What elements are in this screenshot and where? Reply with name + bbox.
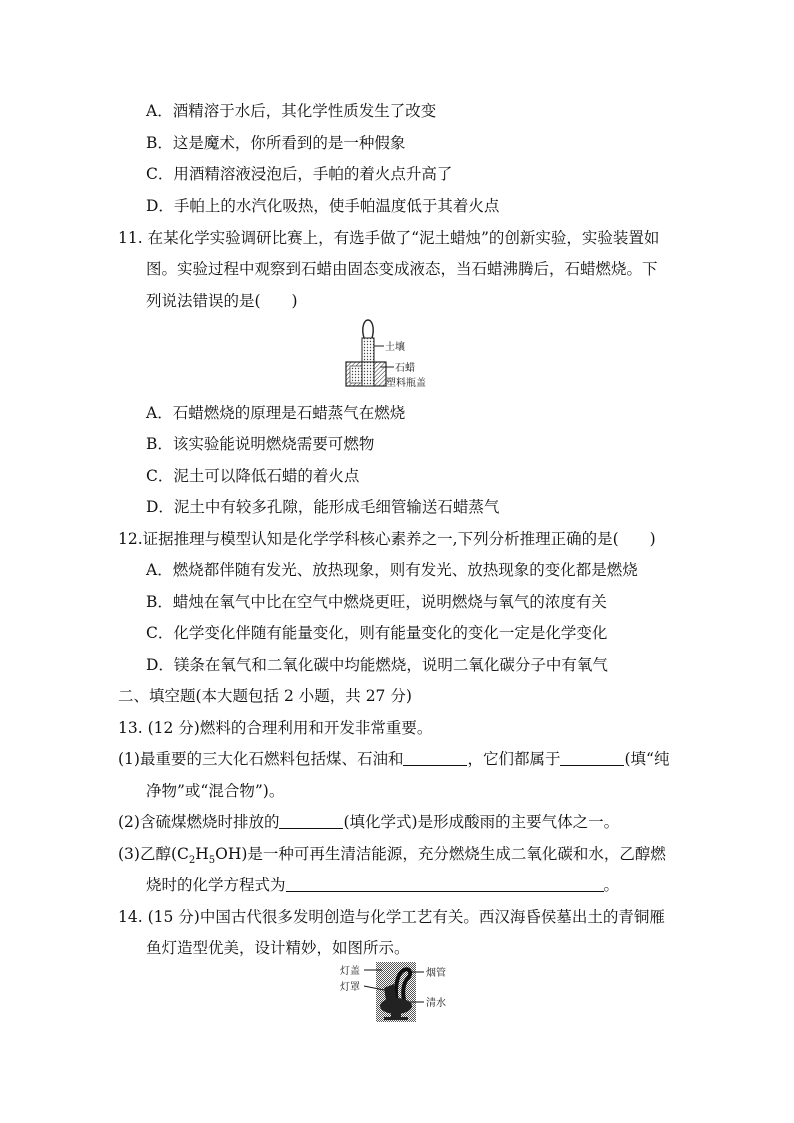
q13-p1-text-b: ，它们都属于 [467,750,561,768]
q13-part-1-cont: 净物”或“混合物”)。 [146,782,285,800]
q13-p3-text-b: OH)是一种可再生清洁能源，充分燃烧生成二氧化碳和水，乙醇燃 [215,845,666,863]
q13-part-3-cont [146,874,619,896]
answer-blank-2[interactable] [560,749,624,766]
q13-p3-text-a: (3)乙醇(C [118,845,189,863]
label-smoke-pipe: 烟管 [426,968,446,979]
label-bottle-cap: 塑料瓶盖 [386,378,426,389]
label-lamp-shade: 灯罩 [340,982,360,993]
answer-blank-3[interactable] [279,812,343,829]
q11-option-b: B．该实验能说明燃烧需要可燃物 [146,435,375,453]
q13-part-2 [118,811,619,833]
q13-part-3 [118,843,666,872]
q14-stem-line-1: 14. (15 分)中国古代很多发明创造与化学工艺有关。西汉海昏侯墓出土的青铜雁 [118,908,665,926]
label-soil: 土壤 [385,342,405,353]
q11-stem-line-2: 图。实验过程中观察到石蜡由固态变成液态，当石蜡沸腾后，石蜡燃烧。下 [146,260,658,278]
label-lamp-cover: 灯盖 [340,966,360,977]
q13-p2-text-b: (填化学式)是形成酸雨的主要气体之一。 [343,813,620,831]
q11-option-d: D．泥土中有较多孔隙，能形成毛细管输送石蜡蒸气 [146,498,500,516]
q14-stem-line-2: 鱼灯造型优美，设计精妙，如图所示。 [146,939,410,957]
section-2-title: 二、填空题(本大题包括 2 小题，共 27 分) [118,687,412,705]
subscript-5: 5 [208,855,216,867]
answer-blank-4[interactable] [286,875,604,892]
lamp-body [380,998,412,1014]
q12-option-b: B．蜡烛在氧气中比在空气中燃烧更旺，说明燃烧与氧气的浓度有关 [146,593,607,611]
q10-option-c: C．用酒精溶液浸泡后，手帕的着火点升高了 [146,165,453,183]
q13-part-1 [118,748,669,770]
goose-fish-lamp-figure [336,962,460,1024]
q10-option-a: A．酒精溶于水后，其化学性质发生了改变 [146,102,437,120]
q11-stem-line-1: 11. 在某化学实验调研比赛上，有选手做了“泥土蜡烛”的创新实验，实验装置如 [118,229,660,247]
q11-option-a: A．石蜡燃烧的原理是石蜡蒸气在燃烧 [146,404,406,422]
q13-p2-text-a: (2)含硫煤燃烧时排放的 [118,813,280,831]
q11-option-c: C．泥土可以降低石蜡的着火点 [146,467,360,485]
q13-p3-text-c: 烧时的化学方程式为 [146,876,286,894]
q13-p3-text-h: H [195,845,209,863]
mud-candle-figure [342,316,454,390]
answer-blank-1[interactable] [403,749,467,766]
q11-stem-line-3: 列说法错误的是( ) [146,292,298,310]
q13-stem: 13. (12 分)燃料的合理利用和开发非常重要。 [118,719,433,737]
q13-p1-text-a: (1)最重要的三大化石燃料包括煤、石油和 [118,750,404,768]
q12-option-a: A．燃烧都伴随有发光、放热现象，则有发光、放热现象的变化都是燃烧 [146,561,638,579]
q12-option-c: C．化学变化伴随有能量变化，则有能量变化的变化一定是化学变化 [146,624,608,642]
label-paraffin: 石蜡 [395,363,415,374]
q10-option-d: D．手帕上的水汽化吸热，使手帕温度低于其着火点 [146,197,500,215]
q10-option-b: B．这是魔术，你所看到的是一种假象 [146,134,406,152]
q13-p3-text-d: 。 [603,876,620,894]
paraffin-fill [350,366,362,383]
subscript-2: 2 [188,855,196,867]
q12-option-d: D．镁条在氧气和二氧化碳中均能燃烧，说明二氧化碳分子中有氧气 [146,656,608,674]
flame-shape [363,320,373,338]
q12-stem: 12.证据推理与模型认知是化学学科核心素养之一,下列分析推理正确的是( ) [118,530,656,548]
label-clear-water: 清水 [426,998,446,1009]
q13-p1-text-c: (填“纯 [624,750,670,768]
